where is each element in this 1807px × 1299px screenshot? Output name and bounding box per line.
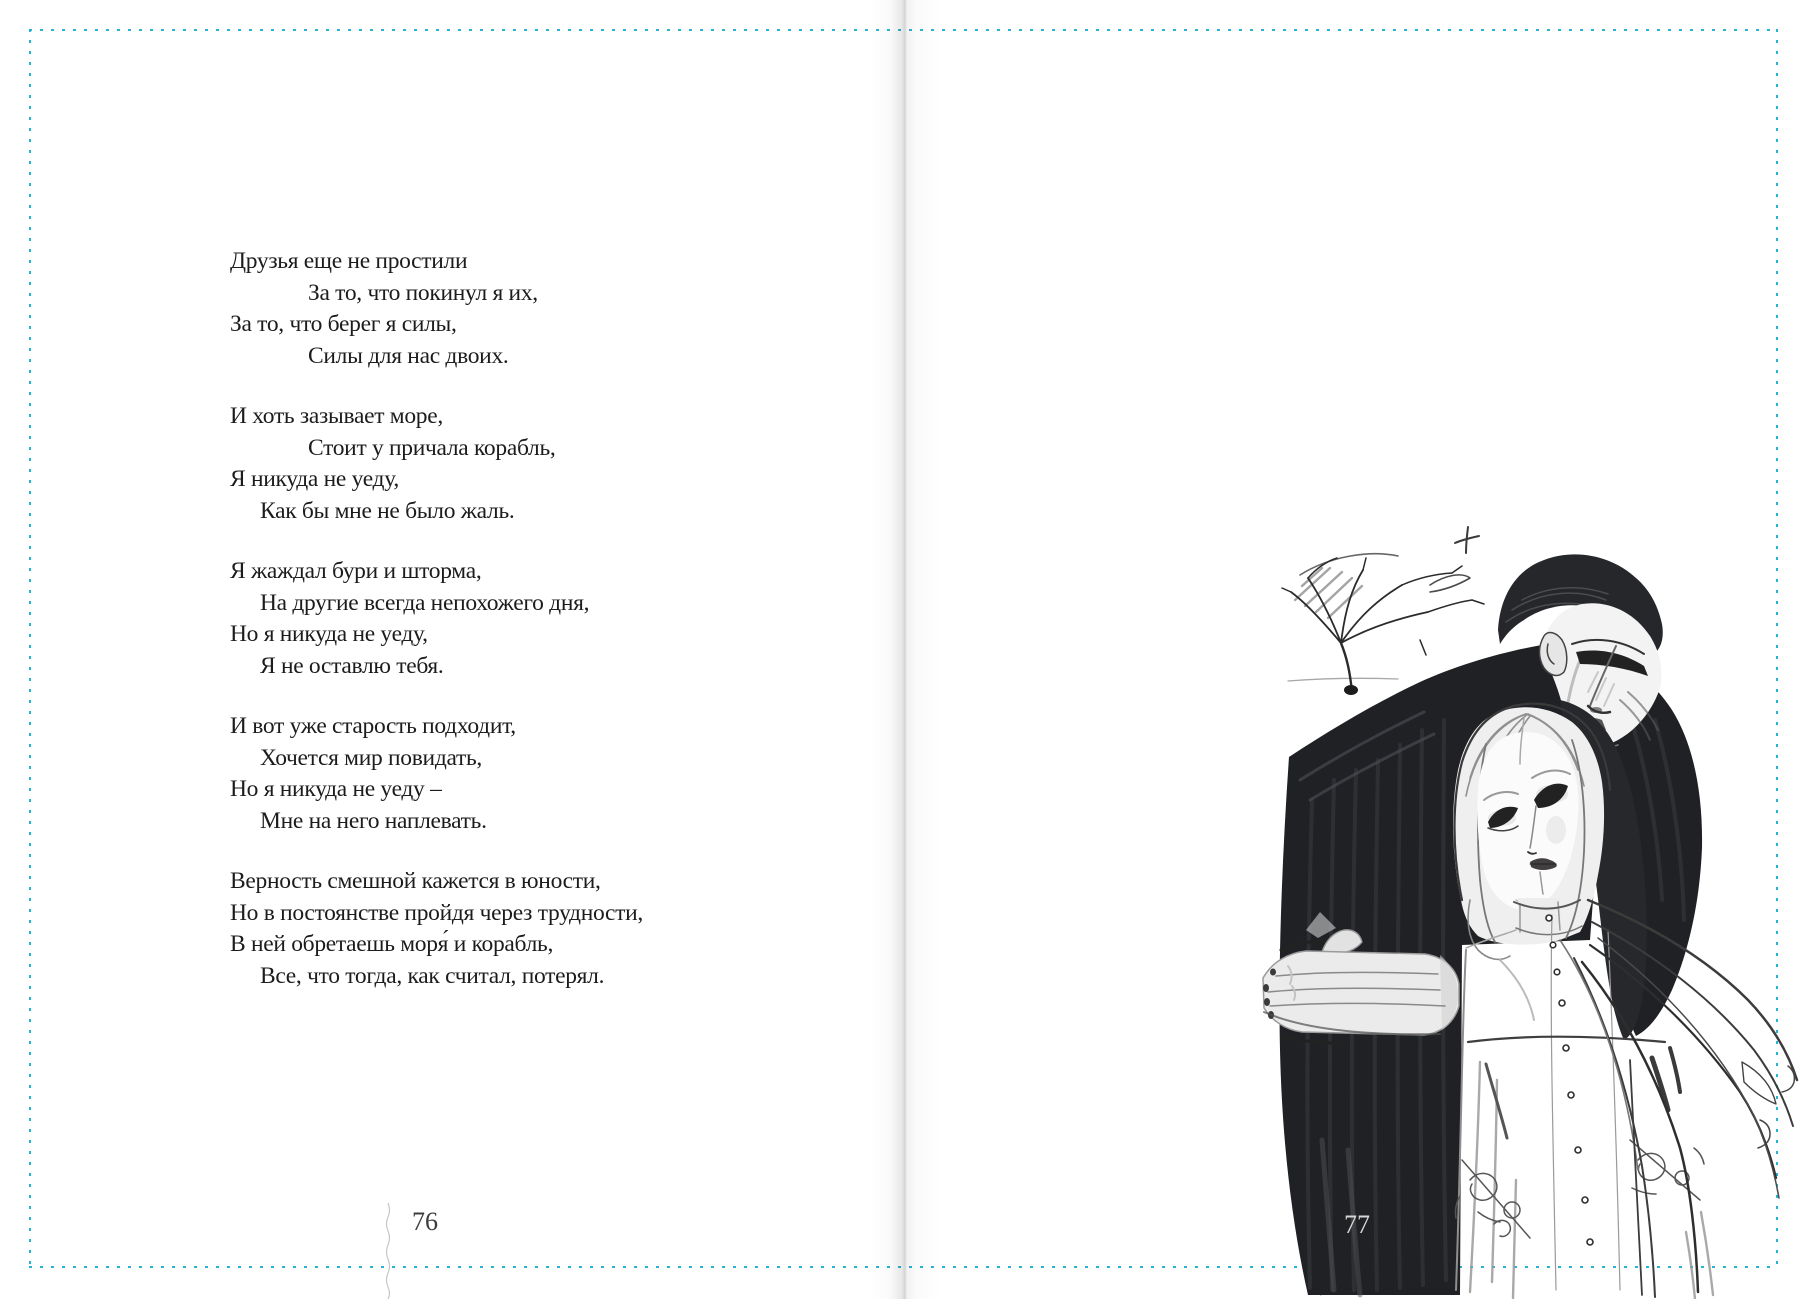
poem bbox=[230, 246, 643, 1021]
dress-buttons bbox=[1546, 915, 1593, 1245]
poem-line: Друзья еще не простили bbox=[230, 248, 468, 274]
poem-stanza bbox=[230, 556, 643, 682]
poem-line: Мне на него наплевать. bbox=[260, 807, 487, 834]
poem-line: Как бы мне не было жаль. bbox=[260, 497, 515, 524]
embroidery-right bbox=[1630, 1140, 1704, 1200]
poem-line: Но в постоянстве пройдя через трудности, bbox=[230, 899, 643, 926]
poem-stanza bbox=[230, 866, 643, 992]
page-number-left: 76 bbox=[412, 1207, 438, 1236]
poem-line: На другие всегда непохожего дня, bbox=[260, 589, 590, 616]
poem-line: Я никуда не уеду, bbox=[230, 466, 399, 492]
page-number-right: 77 bbox=[1344, 1210, 1370, 1239]
poem-line: Все, что тогда, как считал, потерял. bbox=[260, 962, 605, 989]
poem-line: И вот уже старость подходит, bbox=[230, 713, 516, 739]
poem-line: Верность смешной кажется в юности, bbox=[230, 868, 601, 894]
poem-stanza bbox=[230, 401, 643, 527]
spine-fold-shadow bbox=[870, 0, 940, 1299]
poem-line: В ней обретаешь моря́ и корабль, bbox=[230, 931, 554, 957]
poem-line: Но я никуда не уеду – bbox=[230, 776, 442, 802]
poem-line: За то, что берег я силы, bbox=[230, 311, 457, 337]
poem-line: Я жаждал бури и шторма, bbox=[230, 558, 482, 584]
poem-line: За то, что покинул я их, bbox=[308, 279, 538, 306]
poem-line: Хочется мир повидать, bbox=[260, 744, 482, 771]
poem-stanza bbox=[230, 246, 643, 372]
poem-line: И хоть зазывает море, bbox=[230, 403, 443, 429]
poem-line: Силы для нас двоих. bbox=[308, 342, 509, 369]
trim-mark-left bbox=[29, 29, 31, 1267]
illustration-couple-sketch bbox=[1050, 440, 1807, 1299]
poem-line: Я не оставлю тебя. bbox=[260, 652, 444, 679]
poem-line: Но я никуда не уеду, bbox=[230, 621, 428, 647]
poem-line: Стоит у причала корабль, bbox=[308, 434, 556, 461]
sparkle-mark bbox=[1455, 527, 1479, 553]
fold-guide-left bbox=[387, 1203, 390, 1299]
poem-stanza bbox=[230, 711, 643, 837]
